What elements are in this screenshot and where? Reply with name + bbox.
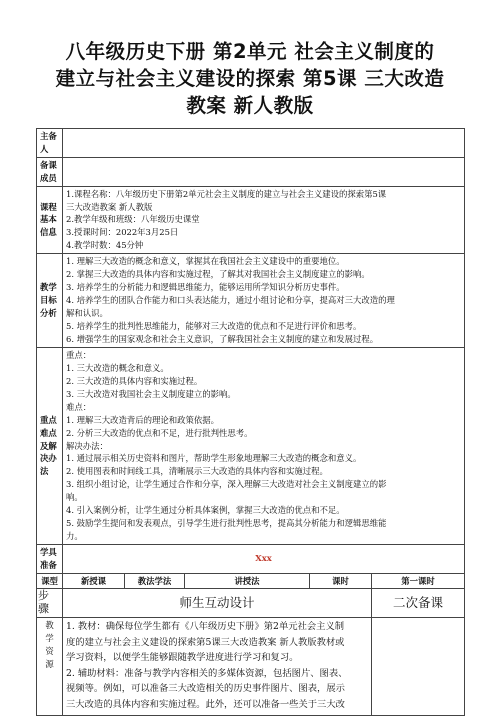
label-line: 目标 xyxy=(40,295,57,306)
student-prep-value: Xxx xyxy=(63,544,465,573)
text-line: 难点： xyxy=(66,401,92,412)
title-line: 教案 新人教版 xyxy=(186,94,314,117)
text-line: 4. 引入案例分析，让学生通过分析具体案例，掌握三大改造的优点和不足。 xyxy=(66,505,345,516)
text-line: 4.教学时数：45分钟 xyxy=(66,240,144,251)
text-line: 2. 辅助材料：准备与教学内容相关的多媒体资源，包括图片、图表、 xyxy=(66,667,348,679)
label-key-points xyxy=(37,348,63,545)
objectives-content xyxy=(63,254,465,348)
row-student-prep xyxy=(37,544,465,573)
label-line: 信息 xyxy=(40,227,57,238)
resources-content xyxy=(63,618,372,716)
text-line: 3.授课时间：2022年3月25日 xyxy=(66,227,179,238)
label-line: 基本 xyxy=(40,214,57,225)
row-objectives xyxy=(37,254,465,348)
label-line: 决办 xyxy=(40,453,57,464)
text-line: 响。 xyxy=(66,492,83,503)
interaction-design-header: 师生互动设计 xyxy=(63,589,372,618)
text-line: 1.课程名称：八年级历史下册第2单元社会主义制度的建立与社会主义建设的探索第5课 xyxy=(66,188,387,199)
label-line: 法 xyxy=(40,466,49,477)
co-prep-value xyxy=(63,157,465,186)
text-line: 学习资料，以便学生能够跟随教学进度进行学习和复习。 xyxy=(66,652,299,664)
header-period: 课时 xyxy=(310,573,372,589)
header-method: 教法学法 xyxy=(125,573,185,589)
label-resources xyxy=(37,618,63,716)
label-student-prep xyxy=(37,544,63,573)
label-line: 资 xyxy=(45,646,54,657)
header-lecture: 讲授法 xyxy=(185,573,310,589)
text-line: 度的建立与社会主义建设的探索第5课三大改造教案 新人教版教材或 xyxy=(66,636,345,648)
label-step: 步骤 xyxy=(37,589,63,618)
header-new-lesson: 新授课 xyxy=(63,573,125,589)
text-line: 3. 组织小组讨论，让学生通过合作和分享，深入理解三大改造对社会主义制度建立的影 xyxy=(66,479,387,490)
label-line: 课程 xyxy=(40,201,57,212)
row-co-prep xyxy=(37,157,465,186)
text-line: 解和认识。 xyxy=(66,307,108,318)
header-course-type: 课型 xyxy=(37,573,63,589)
label-objectives xyxy=(37,254,63,348)
text-line: 6. 增强学生的国家观念和社会主义意识，了解我国社会主义制度的建立和发展过程。 xyxy=(66,333,379,344)
text-line: 解决办法： xyxy=(66,440,108,451)
label-line: 难点 xyxy=(40,427,57,438)
text-line: 三大改造教案 新人教版 xyxy=(66,201,153,212)
second-prep-header: 二次备课 xyxy=(372,589,465,618)
lesson-plan-table xyxy=(36,128,465,716)
text-line: 2.教学年级和班级：八年级历史课堂 xyxy=(66,214,200,225)
header-first-period: 第一课时 xyxy=(372,573,465,589)
text-line: 三大改造的具体内容和实施过程。此外，还可以准备一些关于三大改 xyxy=(66,698,345,710)
text-line: 2. 掌握三大改造的具体内容和实施过程，了解其对我国社会主义制度建立的影响。 xyxy=(66,269,370,280)
label-line: 成员 xyxy=(40,172,57,183)
label-line: 教学 xyxy=(40,282,57,293)
row-course-type xyxy=(37,573,465,589)
label-basic-info xyxy=(37,186,63,254)
row-resources xyxy=(37,618,465,716)
label-line: 重点 xyxy=(40,414,57,425)
text-line: 1. 教材：确保每位学生都有《八年级历史下册》第2单元社会主义制 xyxy=(66,621,345,633)
text-line: 视频等。例如，可以准备三大改造相关的历史事件图片、图表，展示 xyxy=(66,683,345,695)
label-line: 学 xyxy=(45,633,54,644)
document-title xyxy=(20,38,480,119)
key-points-content xyxy=(63,348,465,545)
text-line: 3. 培养学生的分析能力和逻辑思维能力，能够运用所学知识分析历史事件。 xyxy=(66,281,345,292)
text-line: 重点： xyxy=(66,350,92,361)
basic-info-content xyxy=(63,186,465,254)
text-line: 5. 鼓励学生提问和发表观点，引导学生进行批判性思考，提高其分析能力和逻辑思维能 xyxy=(66,517,387,528)
title-line: 建立与社会主义建设的探索 第5课 三大改造 xyxy=(55,67,445,90)
text-line: 力。 xyxy=(66,530,83,541)
text-line: 1. 理解三大改造背后的理论和政策依据。 xyxy=(66,414,220,425)
second-prep-content xyxy=(372,618,465,716)
row-basic-info xyxy=(37,186,465,254)
text-line: 2. 分析三大改造的优点和不足，进行批判性思考。 xyxy=(66,427,253,438)
label-co-prep xyxy=(37,157,63,186)
text-line: 1. 理解三大改造的概念和意义，掌握其在我国社会主义建设中的重要地位。 xyxy=(66,256,345,267)
text-line: 5. 培养学生的批判性思维能力，能够对三大改造的优点和不足进行评价和思考。 xyxy=(66,320,362,331)
label-line: 教 xyxy=(45,620,54,631)
text-line: 1. 三大改造的概念和意义。 xyxy=(66,363,169,374)
row-step xyxy=(37,589,465,618)
row-preparer xyxy=(37,129,465,158)
text-line: 2. 使用图表和时间线工具，清晰展示三大改造的具体内容和实施过程。 xyxy=(66,466,328,477)
title-line: 八年级历史下册 第2单元 社会主义制度的 xyxy=(65,40,435,63)
label-line: 学具 xyxy=(40,546,57,557)
label-line: 源 xyxy=(45,659,54,669)
text-line: 2. 三大改造的具体内容和实施过程。 xyxy=(66,375,203,386)
text-line: 1. 通过展示相关历史资料和图片，帮助学生形象地理解三大改造的概念和意义。 xyxy=(66,453,362,464)
label-line: 及解 xyxy=(40,440,57,451)
label-line: 备课 xyxy=(40,159,57,170)
label-line: 分析 xyxy=(40,308,57,319)
text-line: 4. 培养学生的团队合作能力和口头表达能力，通过小组讨论和分享，提高对三大改造的理 xyxy=(66,294,395,305)
text-line: 3. 三大改造对我国社会主义制度建立的影响。 xyxy=(66,388,236,399)
row-key-points xyxy=(37,348,465,545)
preparer-value xyxy=(63,129,465,158)
label-preparer: 主备人 xyxy=(37,129,63,158)
label-line: 准备 xyxy=(40,559,57,570)
